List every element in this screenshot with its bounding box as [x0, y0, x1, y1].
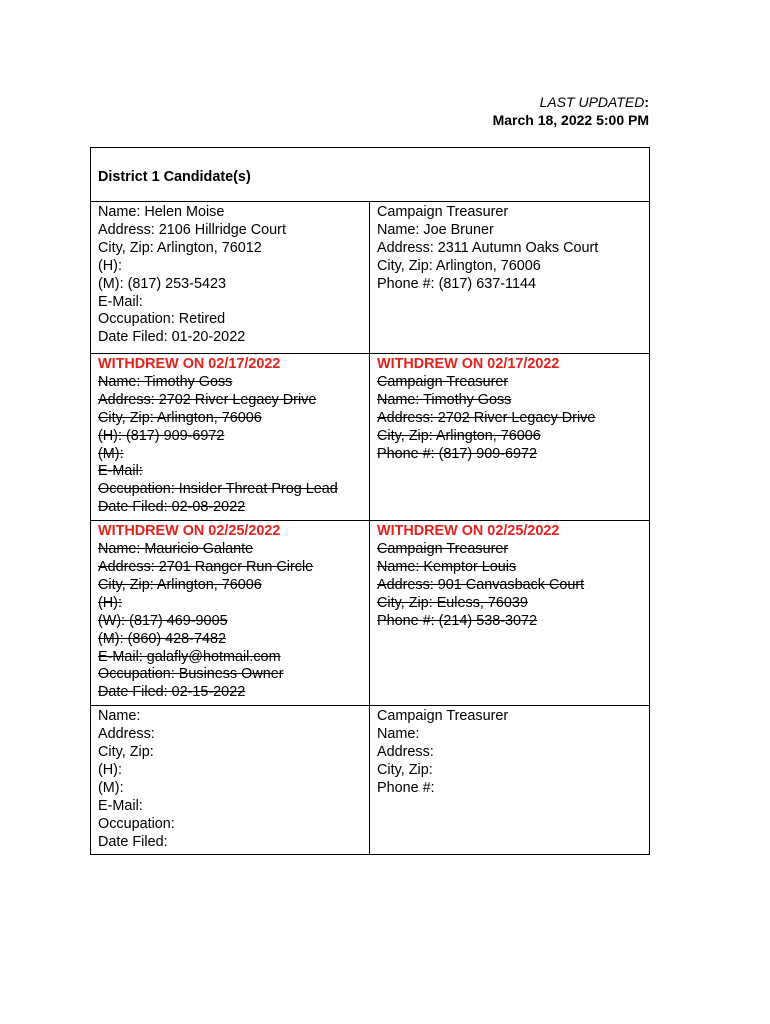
candidate-occupation: Occupation: Business Owner [98, 666, 284, 683]
treasurer-cell [370, 202, 650, 354]
treasurer-city-zip: City, Zip: Arlington, 76006 [377, 427, 541, 444]
treasurer-heading: Campaign Treasurer [377, 541, 509, 558]
last-updated-date: March 18, 2022 5:00 PM [492, 112, 649, 128]
treasurer-address: Address: 901 Canvasback Court [377, 576, 585, 593]
struck-treasurer-info [377, 541, 642, 631]
treasurer-phone: Phone #: (214) 538-3072 [377, 612, 538, 629]
treasurer-name: Name: Joe Bruner [377, 221, 494, 238]
candidate-mobile-phone: (M): (817) 253-5423 [98, 275, 226, 292]
withdrew-notice: WITHDREW ON 02/25/2022 [377, 523, 560, 540]
candidate-work-phone: (W): (817) 469-9005 [98, 612, 228, 629]
candidate-home-phone: (H): [98, 594, 122, 611]
treasurer-phone: Phone #: (817) 909-6972 [377, 445, 538, 462]
candidate-date-filed: Date Filed: 02-08-2022 [98, 499, 246, 516]
candidate-cell [91, 521, 370, 706]
last-updated-colon: : [644, 94, 649, 110]
candidate-address: Address: [98, 726, 155, 743]
treasurer-address: Address: [377, 744, 434, 761]
treasurer-address: Address: 2702 River Legacy Drive [377, 409, 596, 426]
candidate-name: Name: Timothy Goss [98, 373, 233, 390]
treasurer-name: Name: Kemptor Louis [377, 558, 517, 575]
withdrew-notice: WITHDREW ON 02/25/2022 [98, 523, 281, 540]
treasurer-name: Name: Timothy Goss [377, 391, 512, 408]
treasurer-cell [370, 521, 650, 706]
candidate-mobile-phone: (M): (860) 428-7482 [98, 630, 226, 647]
table-row [91, 521, 650, 706]
struck-candidate-info [98, 374, 362, 517]
treasurer-cell [370, 354, 650, 521]
candidate-home-phone: (H): [98, 761, 122, 778]
treasurer-city-zip: City, Zip: Arlington, 76006 [377, 257, 541, 274]
candidate-mobile-phone: (M): [98, 445, 124, 462]
candidate-date-filed: Date Filed: 02-15-2022 [98, 684, 246, 701]
candidate-city-zip: City, Zip: Arlington, 76012 [98, 239, 262, 256]
candidate-email: E-Mail: galafly@hotmail.com [98, 648, 281, 665]
candidate-cell [91, 202, 370, 354]
withdrew-notice: WITHDREW ON 02/17/2022 [98, 356, 281, 372]
candidate-cell [91, 706, 370, 855]
candidate-date-filed: Date Filed: [98, 833, 168, 850]
candidate-name: Name: Mauricio Galante [98, 541, 254, 558]
candidate-mobile-phone: (M): [98, 779, 124, 796]
table-row [91, 354, 650, 521]
last-updated-label: LAST UPDATED [539, 94, 645, 110]
candidate-address: Address: 2701 Ranger Run Circle [98, 558, 314, 575]
treasurer-heading: Campaign Treasurer [377, 204, 509, 220]
table-header-row [91, 148, 650, 202]
candidate-address: Address: 2702 River Legacy Drive [98, 391, 317, 408]
last-updated-block [493, 93, 649, 129]
candidate-email: E-Mail: [98, 463, 143, 480]
candidate-email: E-Mail: [98, 293, 143, 310]
treasurer-city-zip: City, Zip: [377, 761, 433, 778]
candidate-occupation: Occupation: Retired [98, 311, 226, 328]
candidate-name: Name: Helen Moise [98, 204, 225, 220]
candidate-home-phone: (H): (817) 909-6972 [98, 427, 225, 444]
struck-treasurer-info [377, 374, 642, 464]
treasurer-heading: Campaign Treasurer [377, 708, 509, 725]
candidate-occupation: Occupation: [98, 815, 175, 832]
district-header: District 1 Candidate(s) [91, 148, 650, 202]
treasurer-heading: Campaign Treasurer [377, 373, 509, 390]
treasurer-cell [370, 706, 650, 855]
treasurer-city-zip: City, Zip: Euless, 76039 [377, 594, 528, 611]
withdrew-notice: WITHDREW ON 02/17/2022 [377, 356, 560, 372]
treasurer-phone: Phone #: [377, 779, 435, 796]
candidate-date-filed: Date Filed: 01-20-2022 [98, 329, 246, 346]
candidate-city-zip: City, Zip: [98, 744, 154, 761]
candidate-city-zip: City, Zip: Arlington, 76006 [98, 576, 262, 593]
candidate-home-phone: (H): [98, 257, 122, 274]
candidate-address: Address: 2106 Hillridge Court [98, 221, 286, 238]
candidate-email: E-Mail: [98, 797, 143, 814]
candidate-occupation: Occupation: Insider Threat Prog Lead [98, 481, 338, 498]
struck-candidate-info [98, 541, 362, 702]
candidate-city-zip: City, Zip: Arlington, 76006 [98, 409, 262, 426]
candidates-table [90, 147, 650, 855]
candidate-name: Name: [98, 708, 141, 725]
candidate-cell [91, 354, 370, 521]
treasurer-address: Address: 2311 Autumn Oaks Court [377, 239, 599, 256]
treasurer-phone: Phone #: (817) 637-1144 [377, 275, 536, 292]
table-row [91, 706, 650, 855]
table-row [91, 202, 650, 354]
treasurer-name: Name: [377, 726, 420, 743]
